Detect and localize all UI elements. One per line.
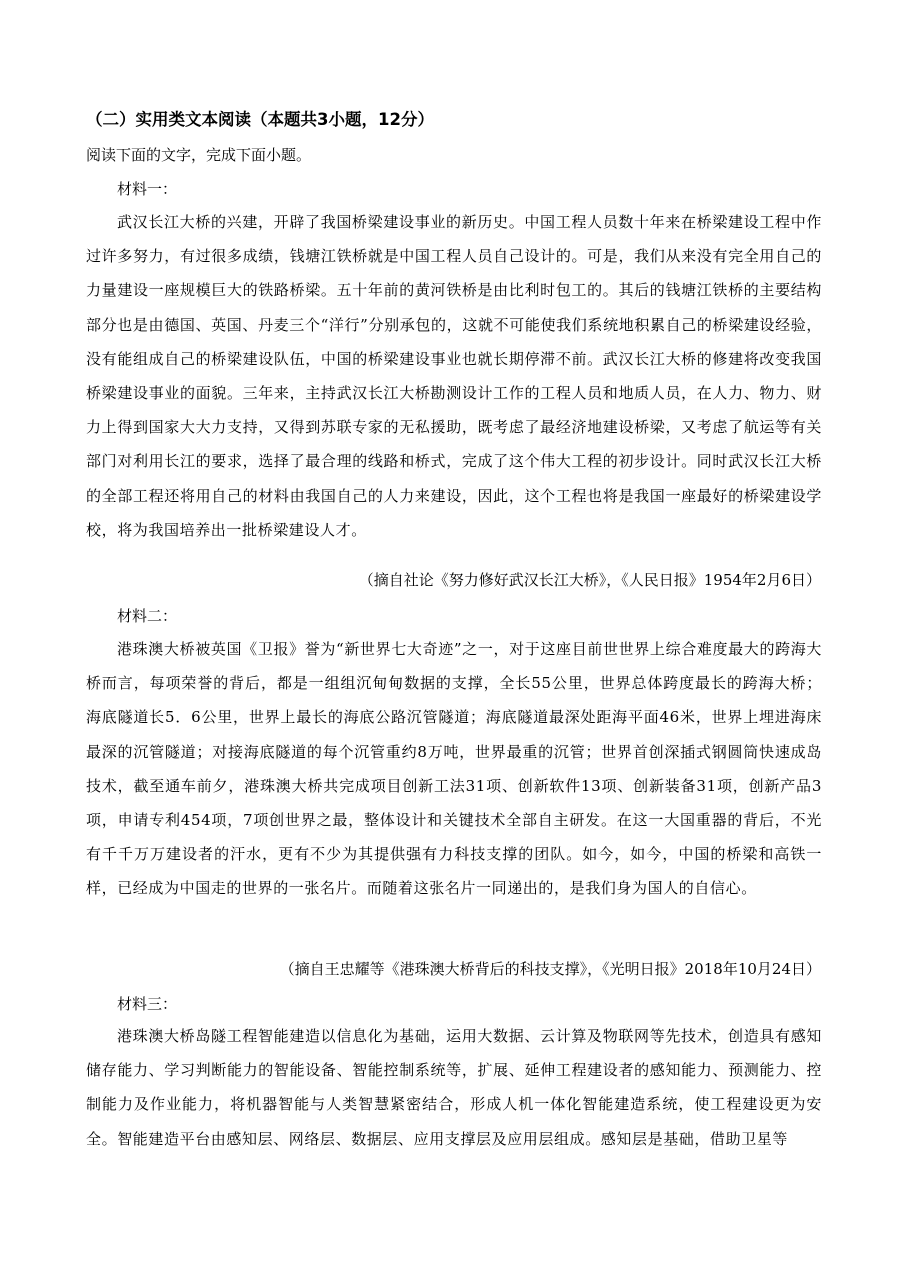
material-1-source: （摘自社论《努力修好武汉长江大桥》，《人民日报》1954年2月6日） xyxy=(358,571,821,589)
material-1-text: 武汉长江大桥的兴建，开辟了我国桥梁建设事业的新历史。中国工程人员数十年来在桥梁建设工程中作过许多努力，有过很多成绩，钱塘江铁桥就是中国工程人员自己设计的。可是，我们从来没有完全用自己的力量建设一座规模巨大的铁路桥梁。五十年前的黄河铁桥是由比利时包工的。其后的钱塘江铁桥的主要结构部分也是由德国、英国、丹麦三个“洋行”分别承包的，这就不可能使我们系统地积累自己的桥梁建设经验，没有能组成自己的桥梁建设队伍，中国的桥梁建设事业也就长期停滞不前。武汉长江大桥的修建将改变我国桥梁建设事业的面貌。三年来，主持武汉长江大桥勘测设计工作的工程人员和地质人员，在人力、物力、财力上得到国家大大力支持，又得到苏联专家的无私援助，既考虑了最经济地建设桥梁，又考虑了航运等有关部门对利用长江的要求，选择了最合理的线路和桥式，完成了这个伟大工程的初步设计。同时武汉长江大桥的全部工程还将用自己的材料由我国自己的人力来建设，因此，这个工程也将是我国一座最好的桥梁建设学校，将为我国培养出一批桥梁建设人才。 xyxy=(86,213,822,539)
material-1-label: 材料一： xyxy=(117,180,178,198)
material-2-label: 材料二： xyxy=(117,607,178,625)
material-2-source: （摘自王忠耀等《港珠澳大桥背后的科技支撑》，《光明日报》2018年10月24日） xyxy=(279,960,821,978)
material-3-label: 材料三： xyxy=(117,995,178,1013)
material-2-text: 港珠澳大桥被英国《卫报》誉为“新世界七大奇迹”之一，对于这座目前世世界上综合难度最大的跨海大桥而言，每项荣誉的背后，都是一组组沉甸甸数据的支撑，全长55公里，世界总体跨度最长的跨海大桥；海底隧道长5．6公里，世界上最长的海底公路沉管隧道；海底隧道最深处距海平面46米，世界上埋进海床最深的沉管隧道；对接海底隧道的每个沉管重约8万吨，世界最重的沉管；世界首创深插式钢圆筒快速成岛技术，截至通车前夕，港珠澳大桥共完成项目创新工法31项、创新软件13项、创新装备31项，创新产品3项，申请专利454项，7项创世界之最，整体设计和关键技术全部自主研发。在这一大国重器的背后，不光有千千万万建设者的汗水，更有不少为其提供强有力科技支撑的团队。如今，如今，中国的桥梁和高铁一样，已经成为中国走的世界的一张名片。而随着这张名片一同递出的，是我们身为国人的自信心。 xyxy=(86,640,822,898)
material-3-text: 港珠澳大桥岛隧工程智能建造以信息化为基础，运用大数据、云计算及物联网等先技术，创造具有感知储存能力、学习判断能力的智能设备、智能控制系统等，扩展、延伸工程建设者的感知能力、预测能力、控制能力及作业能力，将机器智能与人类智慧紧密结合，形成人机一体化智能建造系统，使工程建设更为安全。智能建造平台由感知层、网络层、数据层、应用支撑层及应用层组成。感知层是基础，借助卫星等 xyxy=(86,1027,822,1148)
section-title: （二）实用类文本阅读（本题共3小题，12分） xyxy=(86,110,434,129)
reading-instruction: 阅读下面的文字，完成下面小题。 xyxy=(86,146,312,164)
